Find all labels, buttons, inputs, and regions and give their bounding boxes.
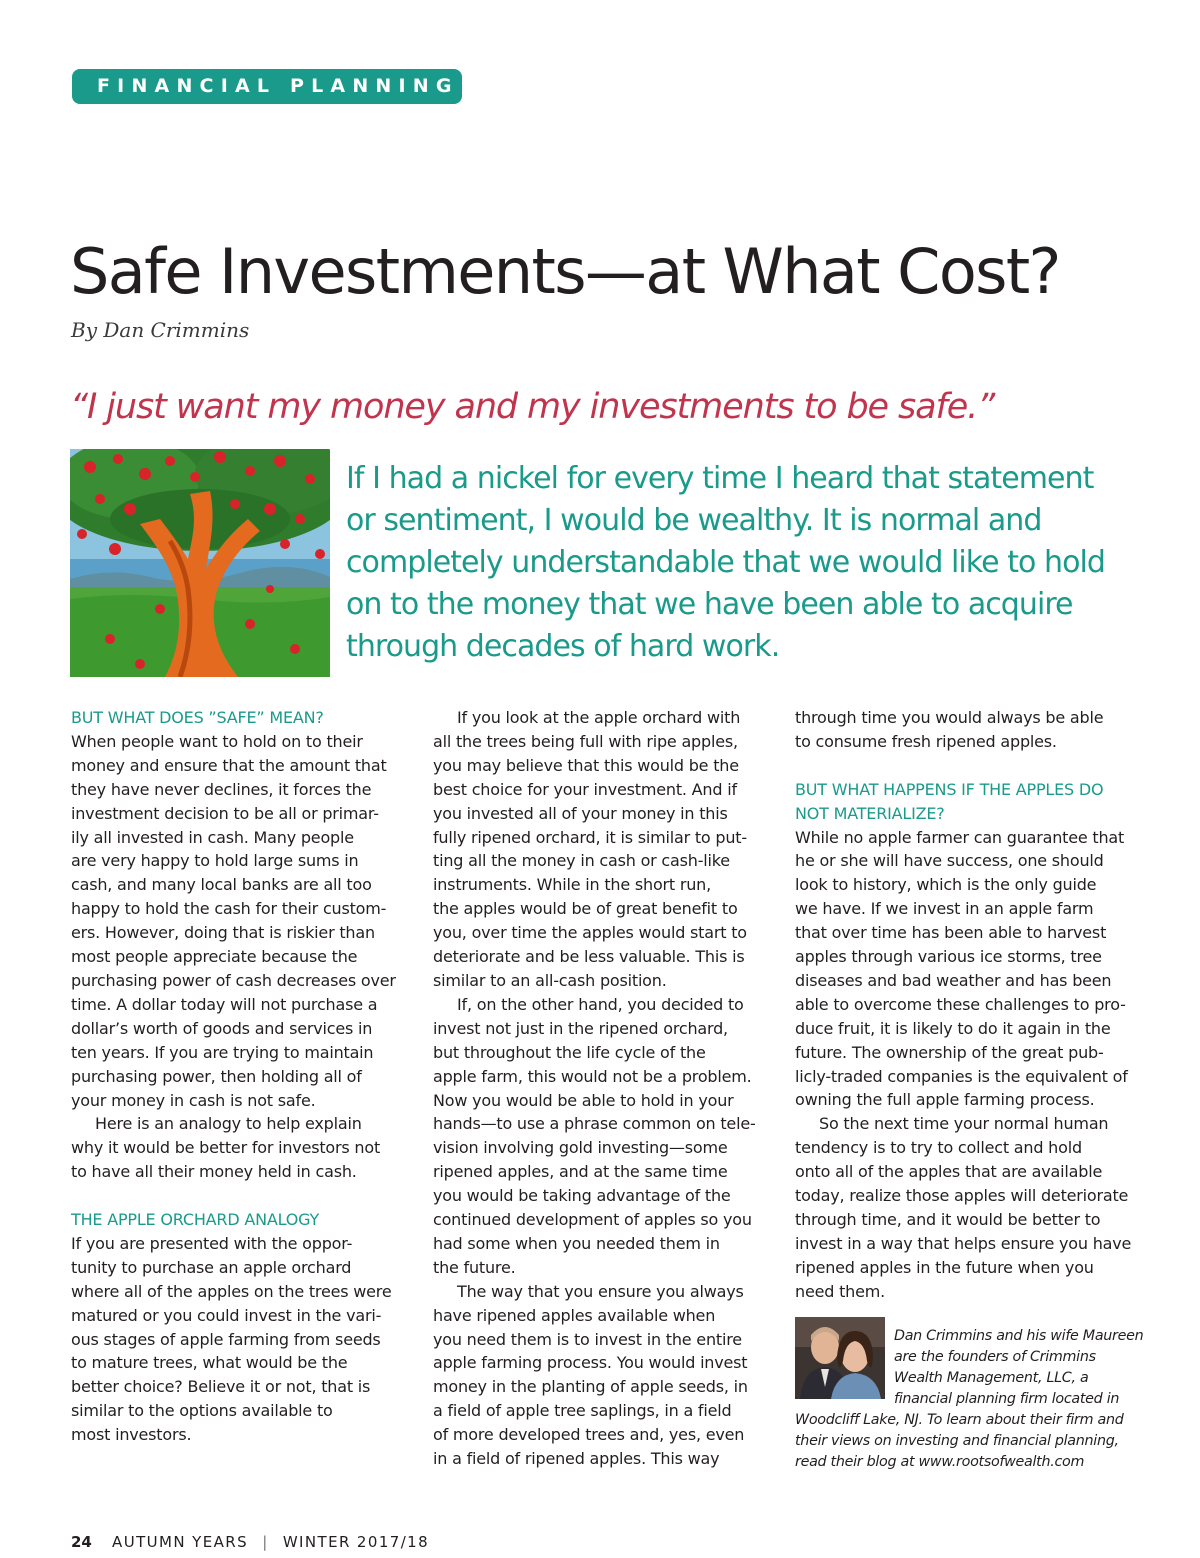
text-line: better choice? Believe it or not, that is [71, 1377, 371, 1397]
text-line: we have. If we invest in an apple farm [795, 899, 1094, 919]
text-line: If you are presented with the oppor- [71, 1233, 353, 1253]
text-line: ripened apples, and at the same time [433, 1162, 728, 1182]
text-line: continued development of apples so you [433, 1210, 752, 1230]
byline: By Dan Crimmins [71, 318, 250, 342]
text-line: ous stages of apple farming from seeds [71, 1329, 381, 1349]
text-line: ers. However, doing that is riskier than [71, 923, 375, 943]
text-line: So the next time your normal human [819, 1114, 1109, 1134]
text-line: instruments. While in the short run, [433, 875, 712, 895]
text-line: apple farming process. You would invest [433, 1353, 748, 1373]
text-line: ting all the money in cash or cash-like [433, 851, 730, 871]
text-line: to have all their money held in cash. [71, 1162, 357, 1182]
text-line: why it would be better for investors not [71, 1138, 381, 1158]
text-line: ily all invested in cash. Many people [71, 827, 354, 847]
lead-line: If I had a nickel for every time I heard that statement [346, 461, 1094, 496]
text-line: dollar’s worth of goods and services in [71, 1018, 373, 1038]
text-line: similar to an all-cash position. [433, 970, 667, 990]
text-line: similar to the options available to [71, 1401, 333, 1421]
text-line: future. The ownership of the great pub- [795, 1042, 1104, 1062]
lead-line: completely understandable that we would like to hold [346, 545, 1105, 580]
text-line: The way that you ensure you always [457, 1281, 744, 1301]
section-heading: NOT MATERIALIZE? [795, 803, 945, 823]
text-line: have ripened apples available when [433, 1305, 716, 1325]
text-line: they have never declines, it forces the [71, 779, 372, 799]
text-line: tendency is to try to collect and hold [795, 1138, 1082, 1158]
bio-line: Woodcliff Lake, NJ. To learn about their firm and [795, 1412, 1124, 1428]
page-footer [71, 1533, 429, 1551]
text-line: matured or you could invest in the vari- [71, 1305, 382, 1325]
text-line: are very happy to hold large sums in [71, 851, 359, 871]
text-line: licly-traded companies is the equivalent of [795, 1066, 1128, 1086]
spacer [795, 754, 1145, 778]
text-line: where all of the apples on the trees were [71, 1281, 392, 1301]
text-line: most people appreciate because the [71, 947, 358, 967]
lead-line: or sentiment, I would be wealthy. It is normal and [346, 503, 1042, 538]
text-line: to consume fresh ripened apples. [795, 731, 1057, 751]
bio-line: their views on investing and financial planning, [795, 1433, 1119, 1449]
publication-name: AUTUMN YEARS [112, 1533, 249, 1551]
pull-quote: “I just want my money and my investments to be safe.” [70, 387, 995, 427]
text-line: When people want to hold on to their [71, 731, 363, 751]
column-3 [795, 706, 1145, 1304]
text-line: a field of apple tree saplings, in a field [433, 1401, 732, 1421]
text-line: hands—to use a phrase common on tele- [433, 1114, 756, 1134]
text-line: Here is an analogy to help explain [95, 1114, 362, 1134]
text-line: purchasing power of cash decreases over [71, 970, 396, 990]
text-line: onto all of the apples that are available [795, 1162, 1103, 1182]
lead-line: on to the money that we have been able to acquire [346, 587, 1073, 622]
text-line: vision involving gold investing—some [433, 1138, 728, 1158]
text-line: all the trees being full with ripe apples, [433, 731, 738, 751]
text-line: happy to hold the cash for their custom- [71, 899, 387, 919]
text-line: your money in cash is not safe. [71, 1090, 316, 1110]
article-title: Safe Investments—at What Cost? [70, 235, 1060, 308]
text-line: in a field of ripened apples. This way [433, 1449, 720, 1469]
section-heading: BUT WHAT DOES ”SAFE” MEAN? [71, 708, 324, 727]
text-line: purchasing power, then holding all of [71, 1066, 362, 1086]
text-line: he or she will have success, one should [795, 851, 1104, 871]
text-line: look to history, which is the only guide [795, 875, 1097, 895]
bio-line: read their blog at www.rootsofwealth.com [795, 1454, 1085, 1470]
text-line: that over time has been able to harvest [795, 923, 1107, 943]
text-line: the apples would be of great benefit to [433, 899, 738, 919]
text-line: money in the planting of apple seeds, in [433, 1377, 748, 1397]
text-line: invest not just in the ripened orchard, [433, 1018, 728, 1038]
page-number: 24 [71, 1533, 92, 1551]
text-line: deteriorate and be less valuable. This is [433, 947, 745, 967]
text-line: you, over time the apples would start to [433, 923, 747, 943]
text-line: investment decision to be all or primar- [71, 803, 379, 823]
text-line: invest in a way that helps ensure you have [795, 1233, 1132, 1253]
text-line: had some when you needed them in [433, 1233, 720, 1253]
bio-line: Dan Crimmins and his wife Maureen [894, 1328, 1144, 1344]
footer-separator: | [262, 1533, 269, 1551]
spacer [71, 1184, 411, 1208]
text-line: able to overcome these challenges to pro- [795, 994, 1126, 1014]
text-line: most investors. [71, 1425, 192, 1445]
issue-date: WINTER 2017/18 [282, 1533, 430, 1551]
text-line: cash, and many local banks are all too [71, 875, 372, 895]
text-line: apples through various ice storms, tree [795, 947, 1102, 967]
bio-line: Wealth Management, LLC, a [894, 1370, 1089, 1386]
text-line: If you look at the apple orchard with [457, 708, 741, 727]
text-line: to mature trees, what would be the [71, 1353, 348, 1373]
lead-line: through decades of hard work. [346, 629, 780, 664]
text-line: diseases and bad weather and has been [795, 970, 1112, 990]
text-line: you may believe that this would be the [433, 755, 739, 775]
text-line: of more developed trees and, yes, even [433, 1425, 745, 1445]
section-heading: THE APPLE ORCHARD ANALOGY [71, 1210, 320, 1230]
text-line: owning the full apple farming process. [795, 1090, 1095, 1110]
text-line: you invested all of your money in this [433, 803, 728, 823]
text-line: need them. [795, 1281, 886, 1301]
lead-paragraph [346, 458, 1146, 668]
text-line: time. A dollar today will not purchase a [71, 994, 378, 1014]
text-line: While no apple farmer can guarantee that [795, 827, 1125, 847]
text-line: duce fruit, it is likely to do it again in the [795, 1018, 1111, 1038]
text-line: Now you would be able to hold in your [433, 1090, 734, 1110]
section-heading: BUT WHAT HAPPENS IF THE APPLES DO [795, 779, 1104, 799]
text-line: the future. [433, 1257, 516, 1277]
text-line: ripened apples in the future when you [795, 1257, 1094, 1277]
text-line: apple farm, this would not be a problem. [433, 1066, 752, 1086]
text-line: you need them is to invest in the entire [433, 1329, 742, 1349]
text-line: you would be taking advantage of the [433, 1186, 731, 1206]
text-line: but throughout the life cycle of the [433, 1042, 706, 1062]
text-line: tunity to purchase an apple orchard [71, 1257, 352, 1277]
section-label: FINANCIAL PLANNING [72, 69, 462, 104]
text-line: money and ensure that the amount that [71, 755, 387, 775]
column-1 [71, 706, 411, 1447]
bio-line: are the founders of Crimmins [894, 1349, 1096, 1365]
apple-tree-illustration [70, 449, 330, 677]
text-line: fully ripened orchard, it is similar to put- [433, 827, 747, 847]
bio-line: financial planning firm located in [894, 1391, 1120, 1407]
text-line: ten years. If you are trying to maintain [71, 1042, 374, 1062]
text-line: best choice for your investment. And if [433, 779, 737, 799]
text-line: If, on the other hand, you decided to [457, 994, 744, 1014]
text-line: through time, and it would be better to [795, 1210, 1101, 1230]
author-bio [795, 1326, 1155, 1473]
text-line: today, realize those apples will deteriorate [795, 1186, 1129, 1206]
column-2 [433, 706, 773, 1471]
text-line: through time you would always be able [795, 708, 1104, 727]
